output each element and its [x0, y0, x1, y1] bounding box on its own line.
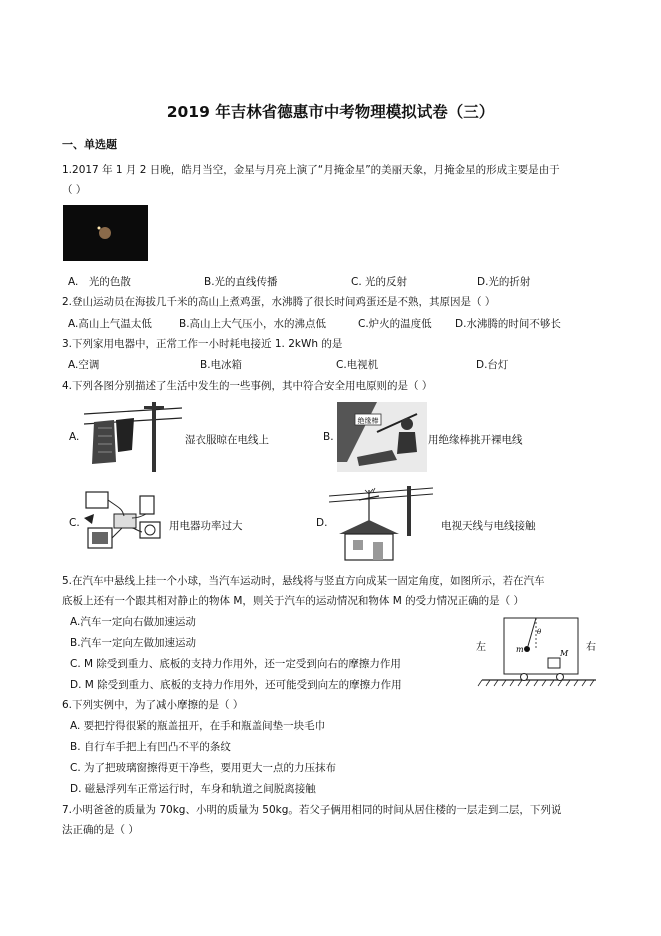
q4-option-a-letter[interactable]: A. [69, 431, 80, 443]
q4-option-c-text[interactable]: 用电器功率过大 [169, 520, 243, 532]
q2-option-b[interactable]: B.高山上大气压小，水的沸点低 [179, 318, 327, 330]
question-7-text-cont: 法正确的是（ ） [62, 824, 139, 836]
label-left: 左 [476, 642, 486, 653]
q5-car-figure [472, 612, 602, 692]
q4-image-a-clothes-on-wire [84, 402, 182, 472]
q4-option-d-letter[interactable]: D. [316, 517, 328, 529]
car-pendulum-diagram [472, 612, 602, 692]
appliances-drawing [84, 488, 166, 558]
q6-option-c[interactable]: C. 为了把玻璃窗擦得更干净些，要用更大一点的力压抹布 [70, 762, 337, 774]
label-M: M [560, 649, 569, 658]
q3-option-b[interactable]: B.电冰箱 [200, 359, 243, 371]
question-1-text: 1.2017 年 1 月 2 日晚，皓月当空，金星与月亮上演了“月掩金星”的美丽天象，月掩金星的形成主要是由于 [62, 164, 560, 176]
q3-option-a[interactable]: A.空调 [68, 359, 100, 371]
insulated-rod-drawing [337, 402, 427, 472]
label-right: 右 [586, 642, 596, 653]
q4-option-a-text[interactable]: 湿衣服晾在电线上 [185, 434, 269, 446]
venus-shape [98, 227, 101, 230]
moon-venus-photo [63, 205, 148, 261]
q1-option-b[interactable]: B.光的直线传播 [204, 276, 278, 288]
question-4-text: 4.下列各图分别描述了生活中发生的一些事例，其中符合安全用电原则的是（ ） [62, 380, 433, 392]
q4-option-b-text[interactable]: 用绝缘棒挑开裸电线 [428, 434, 523, 446]
q1-option-c[interactable]: C. 光的反射 [351, 276, 408, 288]
q6-option-a[interactable]: A. 要把拧得很紧的瓶盖扭开，在手和瓶盖间垫一块毛巾 [70, 720, 326, 732]
label-m: m [516, 645, 524, 654]
moon-venus-graphic [63, 205, 148, 261]
q1-option-d[interactable]: D.光的折射 [477, 276, 531, 288]
section-heading: 一、单选题 [62, 138, 117, 151]
q3-option-c[interactable]: C.电视机 [336, 359, 379, 371]
moon-shape [99, 227, 111, 239]
question-5-text: 5.在汽车中悬线上挂一个小球，当汽车运动时，悬线将与竖直方向成某一固定角度，如图所示，若在汽车 [62, 575, 545, 587]
clothes-on-wire-drawing [84, 402, 182, 472]
sign-text: 绝缘棒 [357, 417, 379, 425]
q4-image-c-many-appliances [84, 488, 166, 558]
page-title: 2019 年吉林省德惠市中考物理模拟试卷（三） [166, 103, 495, 121]
question-7-text: 7.小明爸爸的质量为 70kg、小明的质量为 50kg。若父子俩用相同的时间从居住楼的一层走到二层，下列说 [62, 804, 562, 816]
q4-option-c-letter[interactable]: C. [69, 517, 80, 529]
q4-option-d-text[interactable]: 电视天线与电线接触 [441, 520, 536, 532]
q6-option-b[interactable]: B. 自行车手把上有凹凸不平的条纹 [70, 741, 231, 753]
question-1-text-cont: （ ） [62, 184, 87, 196]
question-5-text-cont: 底板上还有一个跟其相对静止的物体 M，则关于汽车的运动情况和物体 M 的受力情况正确的是（ ） [62, 595, 524, 607]
antenna-wire-drawing [329, 486, 433, 562]
q4-image-d-antenna-wire [329, 486, 433, 562]
q3-option-d[interactable]: D.台灯 [476, 359, 509, 371]
q2-option-d[interactable]: D.水沸腾的时间不够长 [455, 318, 561, 330]
q6-option-d[interactable]: D. 磁悬浮列车正常运行时，车身和轨道之间脱离接触 [70, 783, 316, 795]
q4-image-b-insulated-rod [337, 402, 427, 472]
question-3-text: 3.下列家用电器中，正常工作一小时耗电接近 1. 2kWh 的是 [62, 338, 343, 350]
question-2-text: 2.登山运动员在海拔几千米的高山上煮鸡蛋，水沸腾了很长时间鸡蛋还是不熟，其原因是（ ） [62, 296, 496, 308]
q1-option-a[interactable]: A. 光的色散 [68, 276, 131, 288]
q2-option-a[interactable]: A.高山上气温太低 [68, 318, 152, 330]
q4-option-b-letter[interactable]: B. [323, 431, 334, 443]
q5-option-d[interactable]: D. M 除受到重力、底板的支持力作用外，还可能受到向左的摩擦力作用 [70, 679, 402, 691]
question-6-text: 6.下列实例中，为了减小摩擦的是（ ） [62, 699, 244, 711]
q2-option-c[interactable]: C.炉火的温度低 [358, 318, 432, 330]
q5-option-a[interactable]: A.汽车一定向右做加速运动 [70, 616, 196, 628]
q5-option-b[interactable]: B.汽车一定向左做加速运动 [70, 637, 197, 649]
label-theta: θ [537, 628, 542, 636]
q5-option-c[interactable]: C. M 除受到重力、底板的支持力作用外，还一定受到向右的摩擦力作用 [70, 658, 401, 670]
